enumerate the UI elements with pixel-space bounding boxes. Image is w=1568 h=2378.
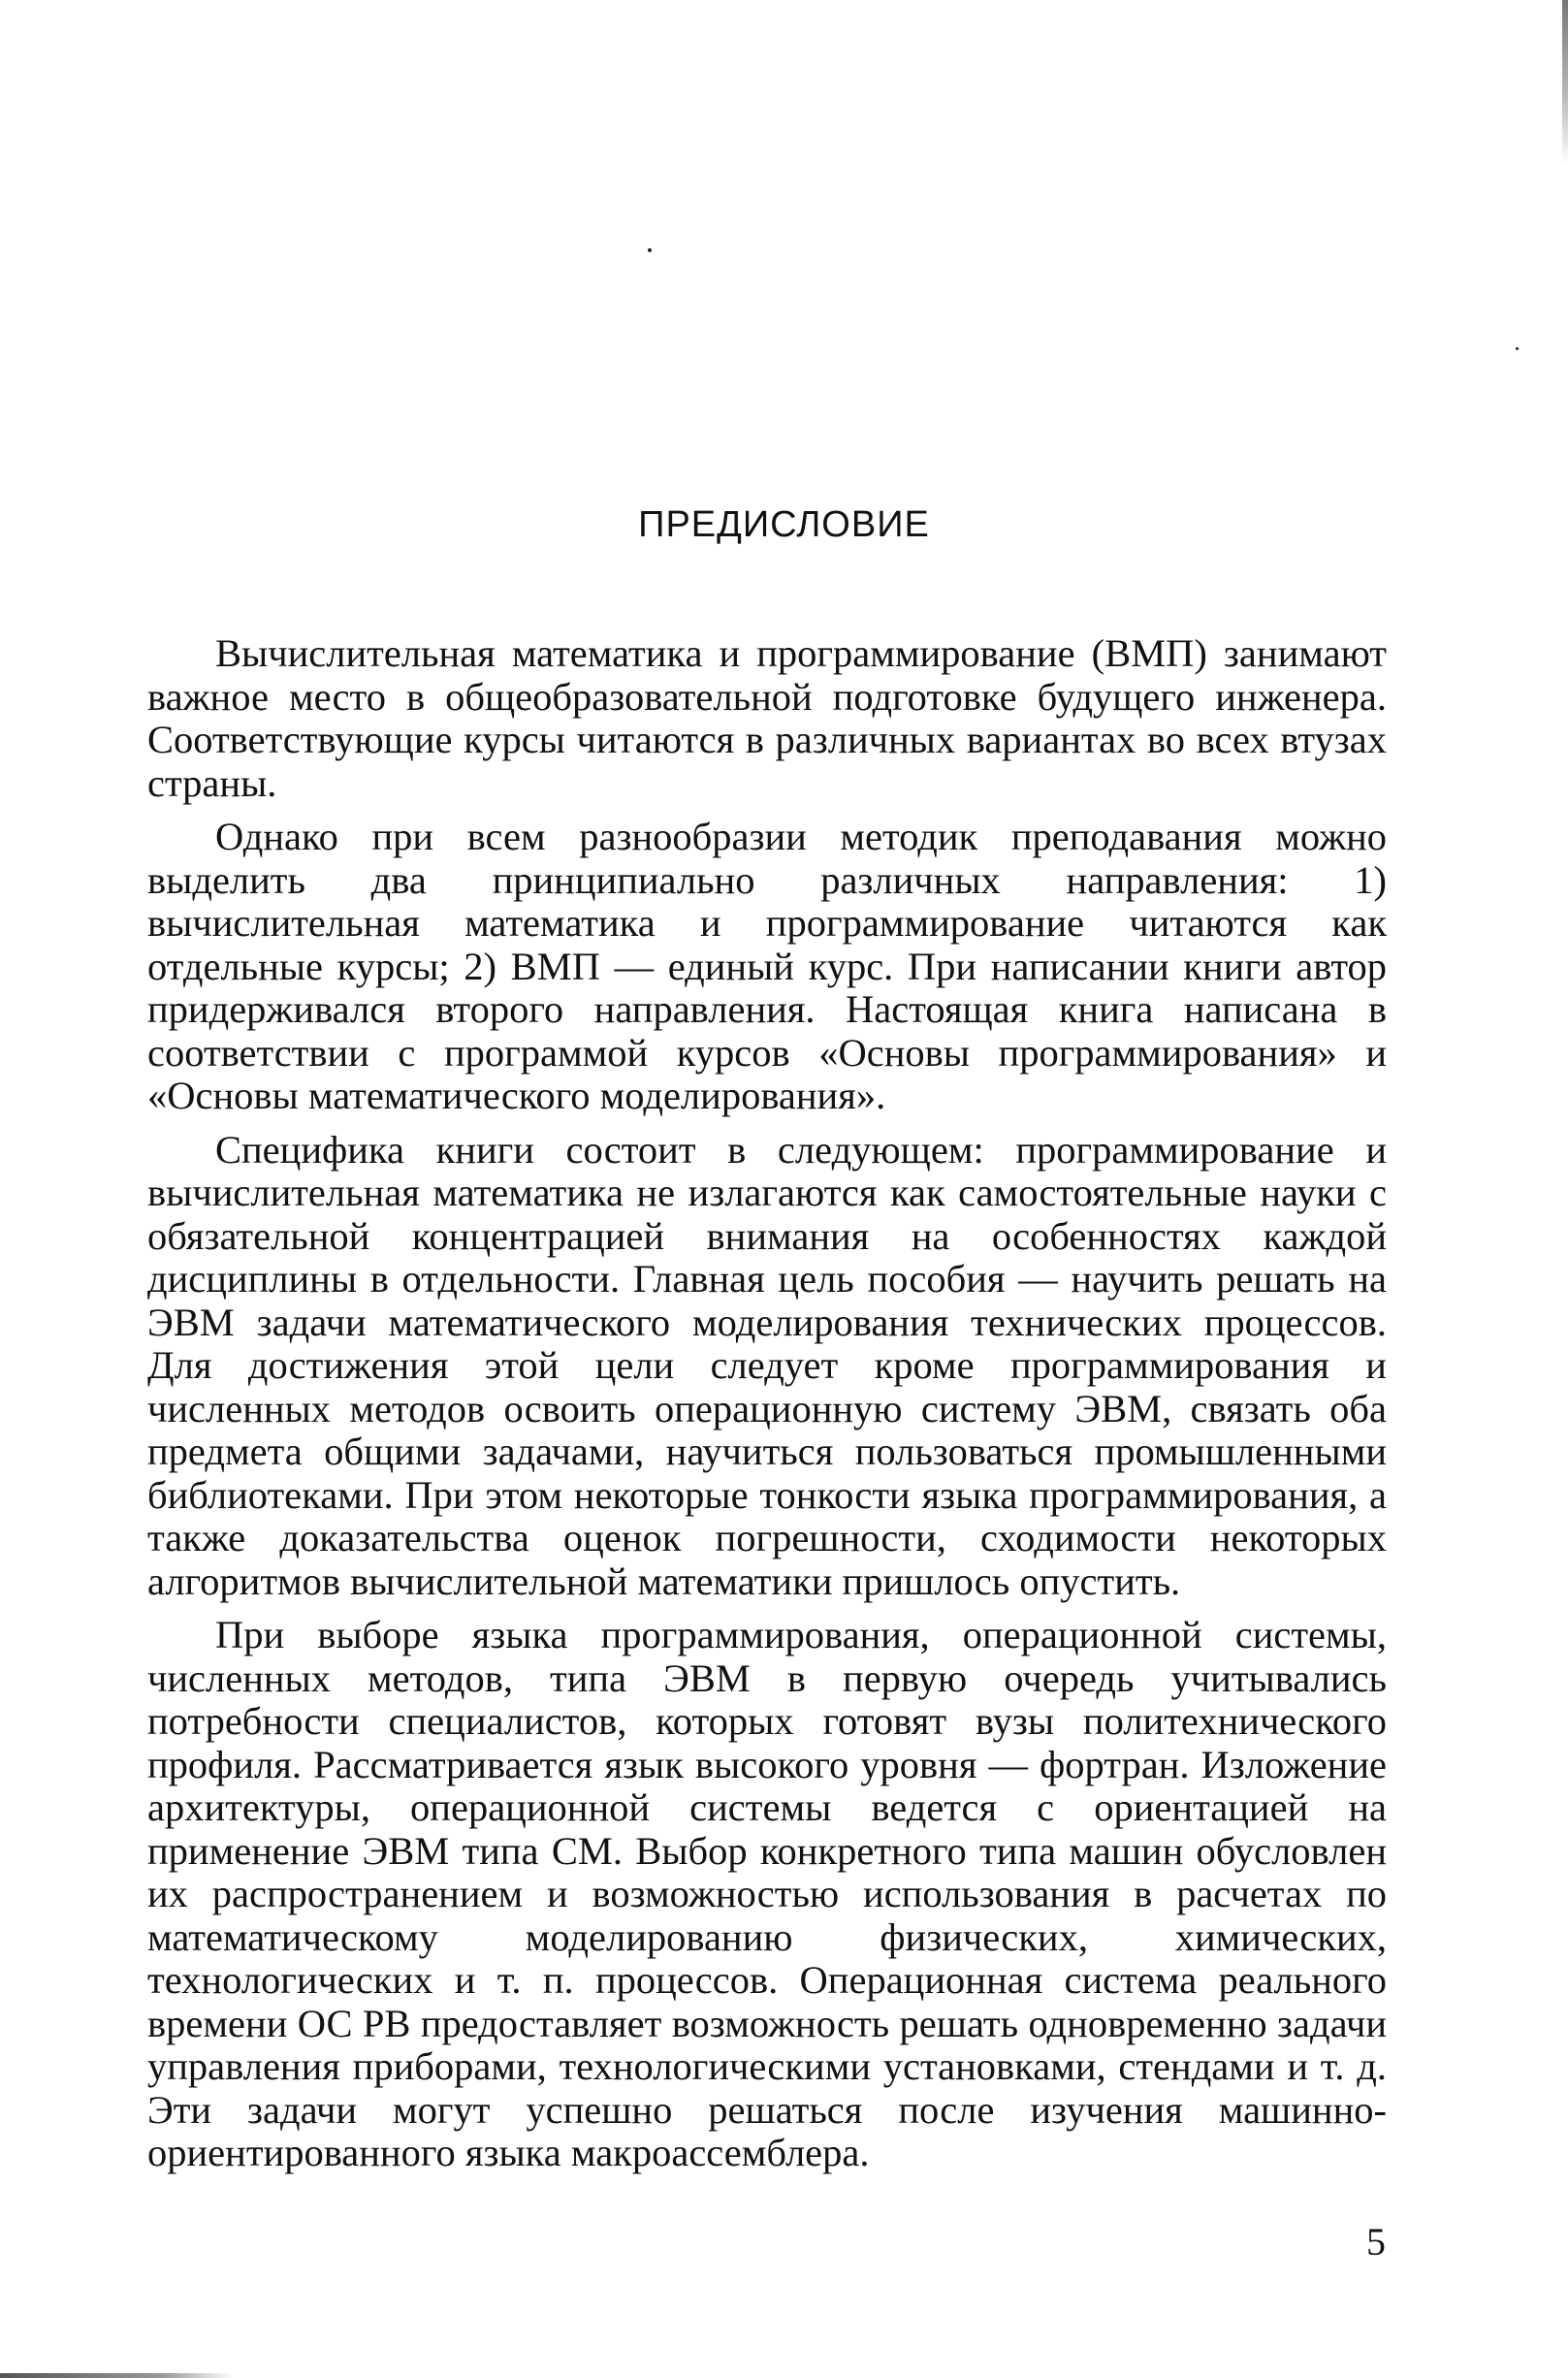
- paragraph-4: При выборе языка программирования, операционной системы, численных методов, типа ЭВМ в первую очередь учитывались потребности специалистов, которых готовят вузы политехнического профиля. Рассматривается язык высокого уровня — фортран. Изложение архитектуры, операционной системы ведется с ориентацией на применение ЭВМ типа СМ. Выбор конкретного типа машин обусловлен их распространением и возможностью использования в расчетах по математическому моделированию физических, химических, технологических и т. п. процессов. Операционная система реального времени ОС РВ предоставляет возможность решать одновременно задачи управления приборами, технологическими установками, стендами и т. д. Эти задачи могут успешно решаться после изучения машинно-ориентированного языка макроассемблера.: [147, 1613, 1387, 2174]
- preface-body: [147, 632, 1387, 2186]
- page-title: ПРЕДИСЛОВИЕ: [638, 504, 930, 545]
- paragraph-2: Однако при всем разнообразии методик преподавания можно выделить два принципиально различных направления: 1) вычислительная математика и программирование читаются как отдельные курсы; 2) ВМП — единый курс. При написании книги автор придерживался второго направления. Настоящая книга написана в соответствии с программой курсов «Основы программирования» и «Основы математического моделирования».: [147, 815, 1387, 1117]
- page-number: 5: [1366, 2220, 1386, 2264]
- scan-edge-right: [1562, 0, 1568, 165]
- paragraph-1: Вычислительная математика и программирование (ВМП) занимают важное место в общеобразовательной подготовке будущего инженера. Соответствующие курсы читаются в различных вариантах во всех втузах страны.: [147, 631, 1387, 805]
- scan-edge-bottom: [0, 2373, 233, 2378]
- scan-speck: [1516, 347, 1519, 350]
- paragraph-3: Специфика книги состоит в следующем: программирование и вычислительная математика не излагаются как самостоятельные науки с обязательной концентрацией внимания на особенностях каждой дисциплины в отдельности. Главная цель пособия — научить решать на ЭВМ задачи математического моделирования технических процессов. Для достижения этой цели следует кроме программирования и численных методов освоить операционную систему ЭВМ, связать оба предмета общими задачами, научиться пользоваться промышленными библиотеками. При этом некоторые тонкости языка программирования, а также доказательства оценок погрешности, сходимости некоторых алгоритмов вычислительной математики пришлось опустить.: [147, 1127, 1387, 1603]
- scan-speck: [648, 248, 652, 252]
